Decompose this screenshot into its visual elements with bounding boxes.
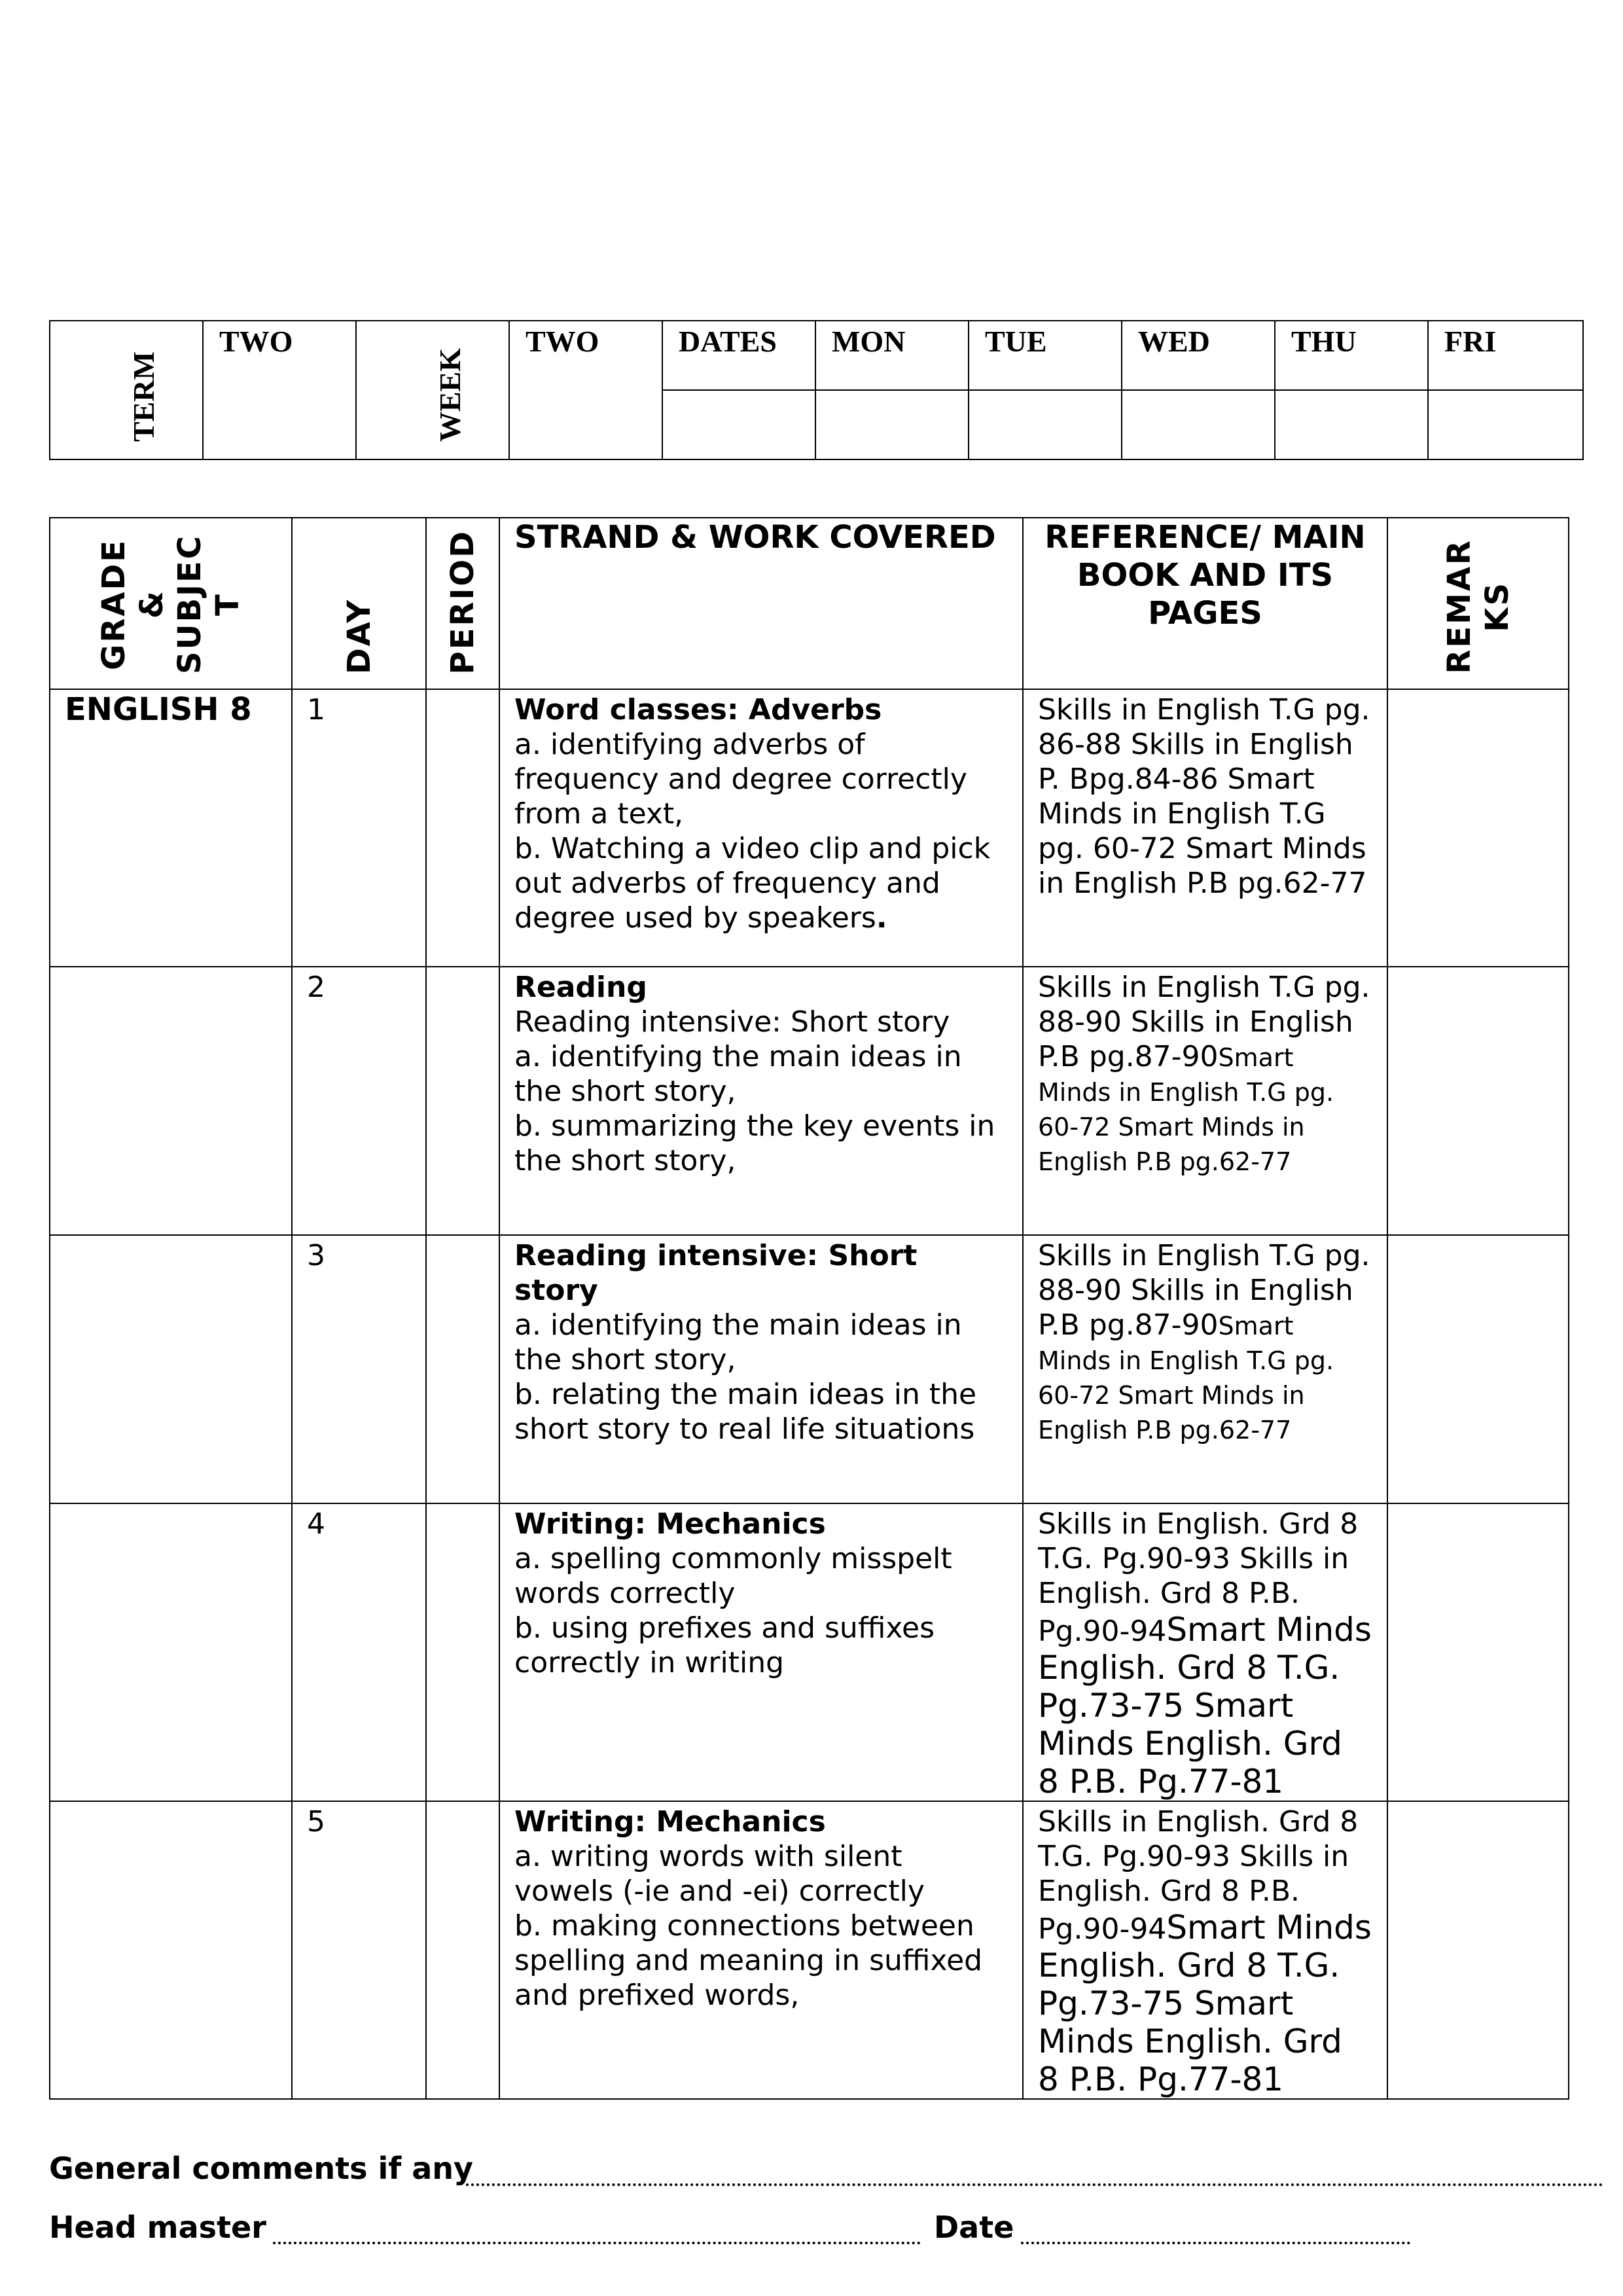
strand-line: b. summarizing the key events in the short story, — [514, 1109, 995, 1177]
term-value-cell — [203, 321, 356, 459]
strand-title: Writing: Mechanics — [514, 1805, 826, 1839]
strand-cell — [499, 689, 1023, 967]
headmaster-label: Head master — [49, 2210, 266, 2245]
strand-line: b. using prefixes and suffixes correctly in writing — [514, 1611, 935, 1679]
table-row — [50, 967, 1569, 1235]
date-cell-blank[interactable] — [662, 390, 815, 459]
strand-column-header — [499, 518, 1023, 689]
day-cell: 2 — [292, 967, 426, 1235]
grade-subject-cell — [50, 1503, 292, 1801]
grade-subject-value: ENGLISH 8 — [65, 691, 252, 728]
reference-column-header — [1023, 518, 1387, 689]
day-header-mon — [815, 321, 969, 390]
day-cell: 4 — [292, 1503, 426, 1801]
table-row — [50, 1801, 1569, 2099]
period-cell[interactable] — [426, 689, 499, 967]
week-value: TWO — [526, 325, 599, 358]
strand-line: Reading intensive: Short story — [514, 1005, 950, 1039]
strand-column-header-text: STRAND & WORK COVERED — [514, 519, 996, 556]
term-value: TWO — [219, 325, 293, 358]
day-name: TUE — [985, 325, 1047, 358]
reference-text-small: Smart Minds in English T.G pg. 60-72 Smart Minds in English P.B pg.62-77 — [1038, 1043, 1334, 1176]
date-cell-fri[interactable] — [1428, 390, 1583, 459]
reference-cell — [1023, 1235, 1387, 1503]
reference-text: Skills in English. Grd 8 T.G. Pg.90-93 Skills in English. Grd 8 P.B. Pg.90-94 — [1038, 1805, 1359, 1946]
day-column-header-text: DAY — [340, 598, 378, 674]
day-header-fri — [1428, 321, 1583, 390]
week-label-cell — [356, 321, 509, 459]
strand-cell — [499, 967, 1023, 1235]
remarks-cell[interactable] — [1387, 1235, 1569, 1503]
remarks-column-header — [1387, 518, 1569, 689]
strand-line: a. writing words with silent vowels (-ie and -ei) correctly — [514, 1840, 925, 1908]
day-cell: 3 — [292, 1235, 426, 1503]
dates-label-cell — [662, 321, 815, 390]
remarks-column-header-text: REMAR KS — [1440, 539, 1516, 674]
remarks-cell[interactable] — [1387, 1503, 1569, 1801]
grade-subject-cell — [50, 967, 292, 1235]
strand-line: a. identifying the main ideas in the short story, — [514, 1308, 962, 1376]
general-comments-line[interactable] — [466, 2183, 1603, 2186]
grade-subject-cell — [50, 1235, 292, 1503]
period-column-header-text: PERIOD — [444, 529, 481, 674]
date-line[interactable] — [1021, 2242, 1410, 2244]
reference-column-header-text: REFERENCE/ MAIN BOOK AND ITS PAGES — [1044, 519, 1366, 632]
period-cell[interactable] — [426, 1503, 499, 1801]
day-name: FRI — [1444, 325, 1497, 358]
day-name: WED — [1138, 325, 1210, 358]
date-cell-mon[interactable] — [815, 390, 969, 459]
grade-subject-cell — [50, 1801, 292, 2099]
reference-text-large: Smart Minds English. Grd 8 T.G. Pg.73-75 Smart Minds English. Grd 8 P.B. Pg.77-81 — [1038, 1909, 1372, 2098]
strand-title: Reading — [514, 971, 647, 1004]
lesson-plan-table — [49, 517, 1569, 2100]
strand-title: Reading intensive: Short story — [514, 1239, 918, 1307]
table-row — [50, 689, 1569, 967]
reference-cell — [1023, 689, 1387, 967]
strand-title: Writing: Mechanics — [514, 1507, 826, 1541]
dates-label: DATES — [679, 325, 777, 358]
week-value-cell — [509, 321, 662, 459]
reference-text: Skills in English T.G pg. 86-88 Skills in English P. Bpg.84-86 Smart Minds in English T.G pg. 60-72 Smart Minds in English P.B pg.62-77 — [1038, 693, 1370, 900]
strand-line: b. Watching a video clip and pick out adverbs of frequency and degree used by speakers. — [514, 832, 991, 935]
reference-cell — [1023, 1503, 1387, 1801]
reference-text-large: Smart Minds English. Grd 8 T.G. Pg.73-75 Smart Minds English. Grd 8 P.B. Pg.77-81 — [1038, 1611, 1372, 1801]
reference-text-small: Smart Minds in English T.G pg. 60-72 Smart Minds in English P.B pg.62-77 — [1038, 1312, 1334, 1444]
day-header-tue — [969, 321, 1122, 390]
grade-subject-cell — [50, 689, 292, 967]
period-cell[interactable] — [426, 1801, 499, 2099]
day-header-wed — [1122, 321, 1275, 390]
date-cell-thu[interactable] — [1275, 390, 1428, 459]
grade-subject-header — [50, 518, 292, 689]
reference-text: Skills in English. Grd 8 T.G. Pg.90-93 Skills in English. Grd 8 P.B. Pg.90-94 — [1038, 1507, 1359, 1648]
grade-subject-header-text: GRADE & SUBJEC T — [96, 533, 246, 674]
remarks-cell[interactable] — [1387, 689, 1569, 967]
day-name: THU — [1291, 325, 1357, 358]
column-header-row — [50, 518, 1569, 689]
strand-line: a. identifying adverbs of frequency and degree correctly from a text, — [514, 728, 967, 831]
general-comments-label: General comments if any — [49, 2151, 474, 2186]
strand-cell — [499, 1801, 1023, 2099]
term-label: TERM — [127, 351, 160, 442]
day-cell: 1 — [292, 689, 426, 967]
strand-title: Word classes: Adverbs — [514, 693, 882, 726]
period-column-header — [426, 518, 499, 689]
strand-line: a. spelling commonly misspelt words correctly — [514, 1542, 952, 1610]
strand-line: a. identifying the main ideas in the short story, — [514, 1040, 962, 1108]
strand-cell — [499, 1503, 1023, 1801]
reference-cell — [1023, 967, 1387, 1235]
day-header-thu — [1275, 321, 1428, 390]
date-label: Date — [934, 2210, 1014, 2245]
reference-cell — [1023, 1801, 1387, 2099]
strand-line: b. relating the main ideas in the short story to real life situations — [514, 1378, 977, 1446]
day-column-header — [292, 518, 426, 689]
date-cell-tue[interactable] — [969, 390, 1122, 459]
period-cell[interactable] — [426, 967, 499, 1235]
remarks-cell[interactable] — [1387, 1801, 1569, 2099]
term-label-cell — [50, 321, 203, 459]
strand-cell — [499, 1235, 1023, 1503]
remarks-cell[interactable] — [1387, 967, 1569, 1235]
period-cell[interactable] — [426, 1235, 499, 1503]
date-cell-wed[interactable] — [1122, 390, 1275, 459]
day-name: MON — [832, 325, 906, 358]
week-label: WEEK — [433, 348, 467, 442]
term-week-table — [49, 320, 1584, 460]
table-row — [50, 1235, 1569, 1503]
headmaster-signature-line[interactable] — [273, 2242, 921, 2244]
table-row — [50, 1503, 1569, 1801]
strand-line: b. making connections between spelling and meaning in suffixed and prefixed words, — [514, 1909, 983, 2012]
day-cell: 5 — [292, 1801, 426, 2099]
reference-text: Skills in English T.G pg. 88-90 Skills in English P.B pg.87-90 — [1038, 1239, 1370, 1342]
reference-text: Skills in English T.G pg. 88-90 Skills in English P.B pg.87-90 — [1038, 971, 1370, 1073]
